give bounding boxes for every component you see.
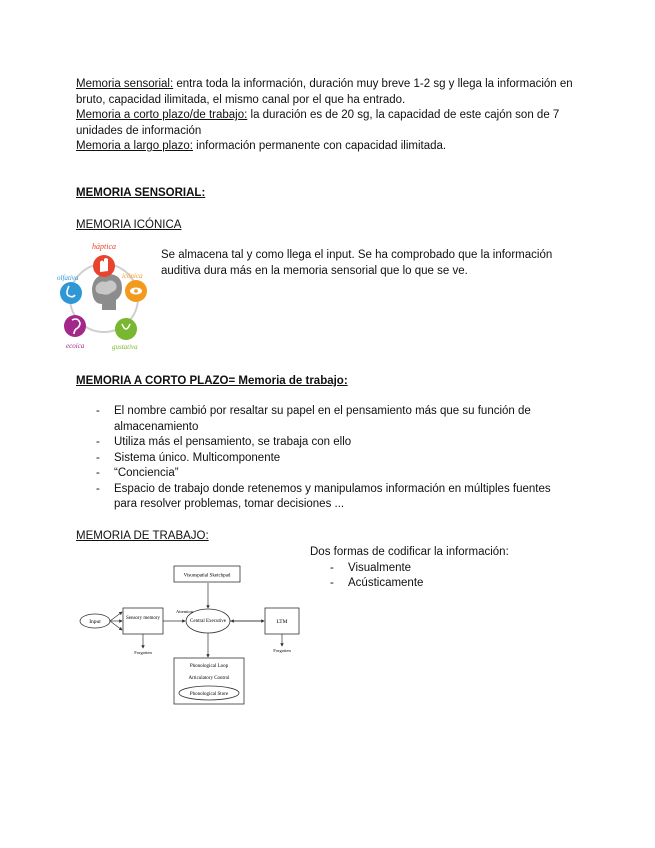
label-ecoica: ecoica: [66, 342, 85, 350]
list-item: - “Conciencia”: [96, 467, 179, 479]
codificar-intro: Dos formas de codificar la información:: [310, 546, 509, 558]
iconica-text: Se almacena tal y como llega el input. Se ha comprobado que la información auditiva dura más en la memoria sensorial que lo que se ve.: [161, 249, 553, 277]
text-corto-plazo: la duración es de 20 sg, la capacidad de este cajón son de 7 unidades de información: [76, 109, 560, 137]
list-item: - Acústicamente: [330, 577, 424, 589]
term-sensorial: Memoria sensorial:: [76, 78, 174, 90]
label-olfativa: olfativa: [57, 274, 79, 282]
def-corto-plazo: [76, 108, 576, 139]
working-memory-diagram: [78, 560, 306, 710]
label-ltm: LTM: [276, 619, 288, 625]
list-item: - El nombre cambió por resaltar su papel en el pensamiento más que su función de almacenamiento: [96, 405, 531, 433]
label-haptica: háptica: [92, 242, 116, 251]
heading-memoria-iconica: MEMORIA ICÓNICA: [76, 219, 182, 231]
ear-icon: [64, 315, 86, 337]
text-sensorial: entra toda la información, duración muy breve 1-2 sg y llega la información en bruto, capacidad ilimitada, el mismo canal por el que ha entrado.: [76, 78, 573, 106]
def-sensorial: [76, 77, 576, 108]
label-forgotten-ltm: Forgotten: [273, 648, 291, 653]
taste-icon: [115, 318, 137, 340]
def-largo-plazo: [76, 139, 576, 155]
list-item: - Espacio de trabajo donde retenemos y manipulamos información en múltiples fuentes para resolver problemas, tomar decisiones ...: [96, 482, 551, 510]
eye-icon: [125, 280, 147, 302]
codificar-block: [310, 545, 570, 592]
label-phonological-store: Phonological Store: [189, 692, 229, 697]
term-corto-plazo: Memoria a corto plazo/de trabajo:: [76, 109, 248, 121]
label-phonological-loop: Phonological Loop: [189, 664, 229, 669]
label-attention: Attention: [176, 609, 193, 614]
intro-definitions: [76, 77, 576, 155]
label-iconica: icónica: [122, 272, 143, 280]
label-forgotten-sensory: Forgotten: [134, 650, 152, 655]
codificar-list: [310, 561, 570, 592]
senses-figure: [54, 240, 154, 352]
text-largo-plazo: información permanente con capacidad ilimitada.: [192, 140, 447, 152]
label-input: Input: [89, 619, 101, 625]
heading-memoria-sensorial: MEMORIA SENSORIAL:: [76, 187, 206, 199]
haptic-icon: [93, 255, 115, 277]
list-item: - Sistema único. Multicomponente: [96, 451, 281, 464]
label-visuospatial: Visuospatial Sketchpad: [183, 573, 231, 579]
label-sensory: Sensory memory: [125, 616, 161, 621]
heading-corto-plazo: MEMORIA A CORTO PLAZO= Memoria de trabajo:: [76, 375, 348, 387]
label-central-executive: Central Executive: [190, 619, 226, 624]
heading-memoria-trabajo: MEMORIA DE TRABAJO:: [76, 530, 209, 542]
label-articulatory: Articulatory Control: [188, 676, 230, 681]
term-largo-plazo: Memoria a largo plazo:: [76, 140, 193, 152]
list-item: - Utiliza más el pensamiento, se trabaja con ello: [96, 436, 352, 448]
corto-plazo-list: [76, 404, 576, 513]
box-sensory: [123, 608, 163, 634]
label-gustativa: gustativa: [112, 343, 138, 351]
smell-icon: [60, 282, 82, 304]
brain-head-icon: [92, 274, 122, 310]
list-item: - Visualmente: [330, 561, 412, 574]
